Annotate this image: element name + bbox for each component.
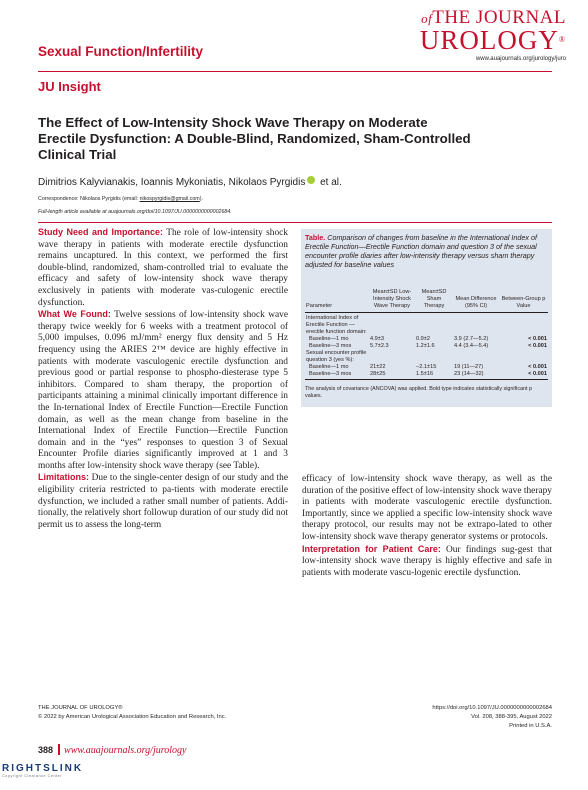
row-lis-value: 21±22 — [370, 364, 386, 370]
limitations-text: Due to the single-center design of our study and the eligibility criteria restricted to pa-tients with moderate erectile dysfunction, we included a rather small number of patients. Addi-tionally, the relatively short followup duration of our study did not permit us to assess the long-term — [38, 473, 289, 530]
results-table — [305, 289, 548, 380]
table-caption-text: Comparison of changes from baseline in the International Index of Erectile Function—Erectile Function domain and question 3 of the sexual encounter profile diaries after low-intensity therapy versus sham therapy adjusted for baseline values — [305, 233, 538, 269]
correspondence — [38, 196, 203, 202]
col-header-sham: Mean±SD Sham Therapy — [415, 289, 453, 313]
right-continuation-text: efficacy of low-intensity shock wave therapy, as well as the duration of the positive effect of low-intensity shock wave therapy in patients with moderate vasculogenic erectile dysfunction. Importantly, since we applied a specific low-intensity shock wave therapy protocol, our results may not be extrapo-lated to other low-intensity shock wave therapy generator systems or protocols. — [302, 474, 552, 542]
correspondence-prefix: Correspondence: Nikolaos Pyrgidis (email: — [38, 196, 140, 202]
table-row — [305, 336, 548, 343]
row-sham-value: 1.5±16 — [415, 371, 453, 380]
what-found-paragraph — [38, 309, 288, 472]
journal-url[interactable]: www.auajournals.org/jurology/juro — [475, 56, 566, 62]
what-found-heading: What We Found: — [38, 309, 111, 320]
row-label: Baseline—3 mos — [309, 343, 352, 349]
table-label: Table. — [305, 233, 326, 242]
study-need-heading: Study Need and Importance: — [38, 227, 164, 237]
table-header-row — [305, 289, 548, 313]
journal-logo — [420, 8, 566, 62]
study-need-paragraph — [38, 227, 288, 309]
page-footer-url[interactable]: www.auajournals.org/jurology — [64, 745, 187, 756]
page-footer — [38, 744, 186, 756]
table-row — [305, 364, 548, 371]
row-p-value: < 0.001 — [499, 371, 548, 380]
limitations-paragraph — [38, 472, 288, 531]
rightslink-logo[interactable] — [2, 763, 83, 778]
header-rule — [38, 71, 552, 72]
row-diff-value: 19 (11—27) — [454, 364, 484, 370]
author-list — [38, 176, 342, 188]
journal-logo-line2: UROLOGY — [419, 25, 559, 55]
table-group-sep: Sexual encounter profile question 3 (yes %): — [306, 350, 367, 363]
interpretation-paragraph — [302, 544, 552, 580]
body-rule — [38, 222, 552, 223]
page-number: 388 — [38, 745, 54, 755]
row-sham-value: 1.2±1.6 — [416, 343, 435, 349]
table-group-row — [305, 350, 548, 364]
author-names: Dimitrios Kalyvianakis, Ioannis Mykoniatis, Nikolaos Pyrgidis — [38, 177, 306, 188]
section-heading: Sexual Function/Infertility — [38, 44, 204, 59]
row-sham-value: −2.1±15 — [416, 364, 437, 370]
limitations-heading: Limitations: — [38, 472, 89, 483]
table-row — [305, 343, 548, 350]
table-footnote: The analysis of covariance (ANCOVA) was applied. Bold type indicates statistically significant p values. — [305, 386, 533, 399]
row-lis-value: 5.7±2.3 — [370, 343, 389, 349]
page-divider — [58, 744, 60, 755]
row-p-value: < 0.001 — [528, 336, 547, 342]
row-p-value: < 0.001 — [528, 343, 547, 349]
row-label: Baseline—3 mos — [305, 371, 369, 380]
interpretation-text: Our findings sug-gest that low-intensity shock wave therapy is highly effective and safe in patients with moderate vascu-logenic erectile dysfunction. — [302, 544, 552, 578]
results-table-box — [301, 229, 552, 407]
footer-copyright: © 2022 by American Urological Association Education and Research, Inc. — [38, 714, 227, 720]
col-header-parameter: Parameter — [305, 289, 369, 313]
correspondence-email[interactable]: nikospyrgidis@gmail.com — [139, 196, 200, 202]
footer-journal: THE JOURNAL OF UROLOGY® — [38, 705, 123, 711]
study-need-text: The role of low-intensity shock wave therapy in patients with moderate erectile dysfunction remains uncaptured. In this context, we performed the first double-blind, randomized, sham-controlled trial to evaluate the efficacy and safety of low-intensity shock wave therapy exclusively in patients with moderate vas-culogenic erectile dysfunction. — [38, 228, 288, 308]
row-diff-value: 23 (14—32) — [453, 371, 499, 380]
table-group-row — [305, 313, 548, 337]
row-lis-value: 4.9±3 — [370, 336, 384, 342]
col-header-lis: Mean±SD Low-Intensity Shock Wave Therapy — [369, 289, 415, 313]
right-column — [302, 474, 552, 579]
footer-printed: Printed in U.S.A. — [509, 723, 552, 729]
journal-logo-reg: ® — [558, 35, 566, 44]
row-diff-value: 3.9 (2.7—5.2) — [454, 336, 489, 342]
what-found-text: Twelve sessions of low-intensity shock wave therapy twice weekly for 6 weeks with a treatment protocol of 5,000 impulses, 0.096 mJ/mm² energy flux density and 5 Hz frequency using the ARIES 2™ device are highly effective in patients with moderate vasculogenic erectile dysfunction and previous good or partial response to phospho-diesterase type 5 inhibitors. Compared to sham therapy, the proportion of participants attaining a minimal clinically important difference in the In-ternational Index of Erectile Function—Erectile Function domain, as well as the mean change from baseline in the International Index of Erectile Function—Erectile Function domain and in the “yes” responses to question 3 of Sexual Encounter Profile diaries significantly improved at 1 and 3 months after low-intensity shock wave therapy (see Table). — [38, 310, 288, 471]
left-column — [38, 227, 288, 531]
footer-volume: Vol. 208, 388-395, August 2022 — [471, 714, 552, 720]
col-header-p: Between-Group p Value — [499, 289, 548, 313]
article-title: The Effect of Low-Intensity Shock Wave Therapy on Moderate Erectile Dysfunction: A Double-Blind, Randomized, Sham-Controlled Clinical Trial — [38, 115, 471, 162]
rightslink-main: RIGHTSLINK — [2, 763, 84, 774]
col-header-diff: Mean Difference (95% CI) — [453, 289, 499, 313]
row-diff-value: 4.4 (3.4—5.4) — [454, 343, 489, 349]
row-p-value: < 0.001 — [528, 364, 547, 370]
table-caption — [301, 229, 552, 269]
author-etal: et al. — [320, 177, 342, 188]
row-lis-value: 28±25 — [369, 371, 415, 380]
footer-doi[interactable]: https://doi.org/10.1097/JU.0000000000002684 — [432, 705, 552, 711]
journal-logo-line1: THE JOURNAL — [432, 7, 566, 28]
orcid-icon[interactable] — [307, 176, 315, 184]
row-label: Baseline—1 mo — [309, 364, 349, 370]
interpretation-heading: Interpretation for Patient Care: — [302, 543, 441, 554]
table-row — [305, 371, 548, 380]
row-sham-value: 0.9±2 — [416, 336, 430, 342]
rightslink-sub: Copyright Clearance Center — [2, 774, 63, 778]
row-label: Baseline—1 mo — [309, 336, 349, 342]
fulltext-note: Full-length article available at auajournals.org/doi/10.1097/JU.0000000000002684. — [38, 209, 232, 215]
journal-logo-of: of — [421, 11, 433, 26]
correspondence-suffix: ). — [199, 196, 203, 202]
insight-label: JU Insight — [38, 79, 101, 94]
table-group-iief: International Index of Erectile Function —erectile function domain: — [306, 315, 367, 335]
